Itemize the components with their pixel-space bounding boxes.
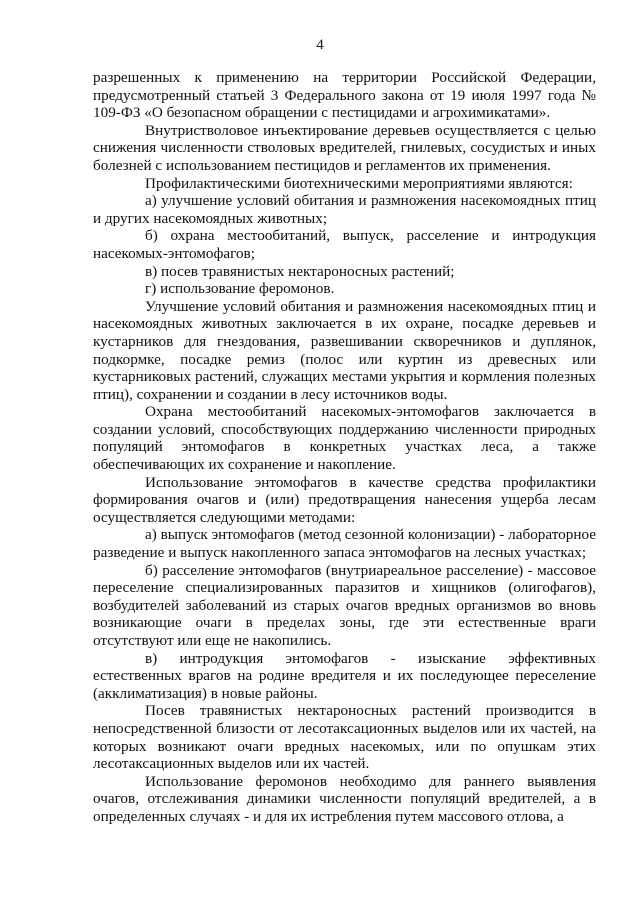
page-number: 4 [316,37,324,53]
paragraph: Профилактическими биотехническими мероприятиями являются: [145,174,573,192]
paragraph: Использование энтомофагов в качестве средства профилактики формирования очагов и (или) предотвращения нанесения ущерба лесам осуществляется следующими методами: [93,473,596,526]
paragraph: Посев травянистых нектароносных растений производится в непосредственной близости от лесотаксационных выделов или их частей, на которых возникают очаги вредных насекомых, или по опушкам этих лесотаксационных выделов или их частей. [93,702,596,773]
paragraph: а) выпуск энтомофагов (метод сезонной колонизации) - лабораторное разведение и выпуск накопленного запаса энтомофагов на лесных участках; [93,526,596,562]
paragraph: г) использование феромонов. [145,280,335,298]
body-text [93,69,596,826]
paragraph: б) расселение энтомофагов (внутриареальное расселение) - массовое переселение специализированных паразитов и хищников (олигофагов), возбудителей заболеваний из старых очагов вредных организмов во вновь возникающие очаги в пределах зоны, где эти естественные враги отсутствуют или еще не накопились. [93,561,596,649]
paragraph: Внутристволовое инъектирование деревьев осуществляется с целью снижения численности стволовых вредителей, гнилевых, сосудистых и иных болезней с использованием пестицидов и регламентов их применения. [93,121,596,174]
paragraph: Охрана местообитаний насекомых-энтомофагов заключается в создании условий, способствующих поддержанию численности природных популяций энтомофагов в конкретных участках леса, а также обеспечивающих их сохранение и накопление. [93,403,596,474]
paragraph: разрешенных к применению на территории Российской Федерации, предусмотренный статьей 3 Федерального закона от 19 июля 1997 года № 109-ФЗ «О безопасном обращении с пестицидами и агрохимикатами». [93,69,596,122]
paragraph: б) охрана местообитаний, выпуск, расселение и интродукция насекомых-энтомофагов; [93,227,596,262]
paragraph: Улучшение условий обитания и размножения насекомоядных птиц и насекомоядных животных заключается в их охране, посадке деревьев и кустарников для гнездования, развешивании скворечников и дуплянок, подкормке, посадке ремиз (полос или куртин из древесных или кустарниковых растений, служащих местами укрытия и кормления полезных птиц), сохранении и создании в лесу источников воды. [93,297,596,403]
paragraph: а) улучшение условий обитания и размножения насекомоядных птиц и других насекомоядных животных; [93,192,596,227]
paragraph: в) интродукция энтомофагов - изыскание эффективных естественных врагов на родине вредителя и их последующее переселение (акклиматизация) в новые районы. [93,649,596,702]
paragraph: Использование феромонов необходимо для раннего выявления очагов, отслеживания динамики численности популяций вредителей, а в определенных случаях - и для их истребления путем массового отлова, а [93,772,596,825]
paragraph: в) посев травянистых нектароносных растений; [145,262,455,280]
